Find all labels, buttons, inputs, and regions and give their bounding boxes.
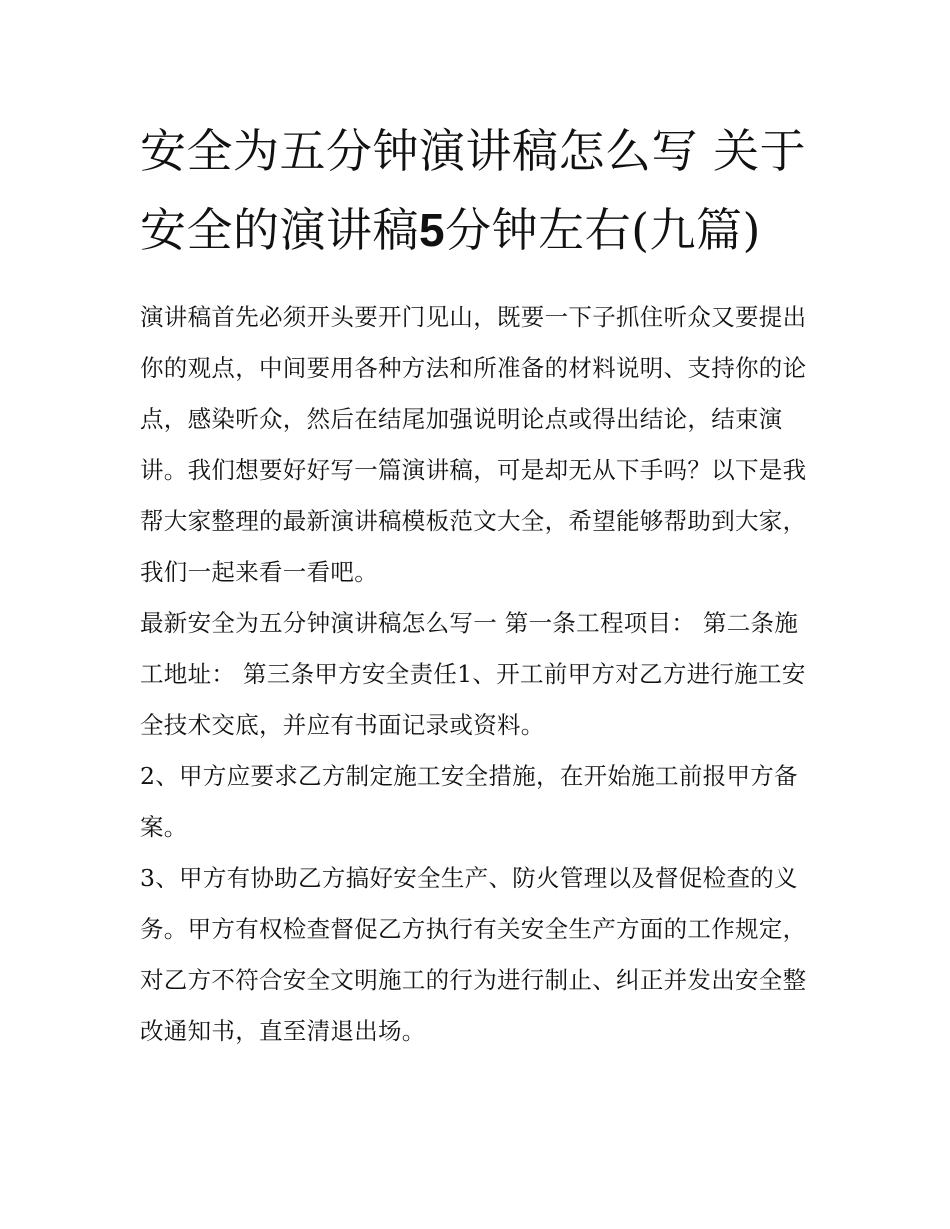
title-text-part1: 安全为五分钟演讲稿怎么写 关于安全的演讲稿 [140,124,807,257]
title-text-part2: 分钟左右(九篇) [445,203,761,257]
document-title [140,112,812,270]
paragraph-section-1: 最新安全为五分钟演讲稿怎么写一 第一条工程项目： 第二条施工地址： 第三条甲方安全责任1、开工前甲方对乙方进行施工安全技术交底，并应有书面记录或资料。 [140,609,806,739]
paragraph-item-3: 3、甲方有协助乙方搞好安全生产、防火管理以及督促检查的义务。甲方有权检查督促乙方执行有关安全生产方面的工作规定，对乙方不符合安全文明施工的行为进行制止、纠正并发出安全整改通知书，直至清退出场。 [140,864,807,1045]
paragraph-intro: 演讲稿首先必须开头要开门见山，既要一下子抓住听众又要提出你的观点，中间要用各种方法和所准备的材料说明、支持你的论点，感染听众，然后在结尾加强说明论点或得出结论，结束演讲。我们想要好好写一篇演讲稿，可是却无从下手吗？以下是我帮大家整理的最新演讲稿模板范文大全，希望能够帮助到大家，我们一起来看一看吧。 [140,303,807,586]
paragraph-item-2: 2、甲方应要求乙方制定施工安全措施，在开始施工前报甲方备案。 [140,762,798,841]
document-body [140,112,812,1057]
title-number: 5 [419,204,446,256]
